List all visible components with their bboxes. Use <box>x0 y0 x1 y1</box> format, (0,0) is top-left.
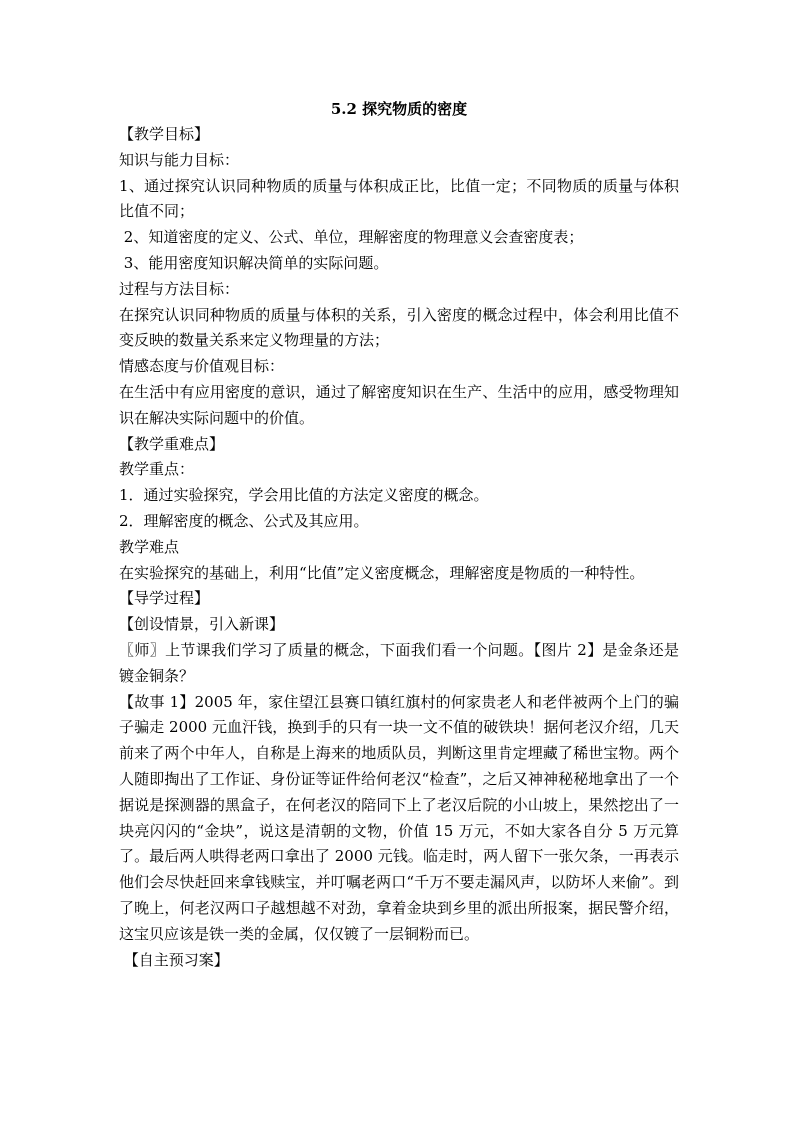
section-heading-key-difficult: 【教学重难点】 <box>119 434 225 453</box>
process-goal-label: 过程与方法目标： <box>119 279 240 298</box>
emotion-goal-label: 情感态度与价值观目标： <box>119 357 285 376</box>
knowledge-goal-label: 知识与能力目标： <box>119 150 240 169</box>
key-points-label: 教学重点： <box>119 460 195 479</box>
key-point-2: 2．理解密度的概念、公式及其应用。 <box>119 511 369 530</box>
story-text: 【故事 1】2005 年，家住望江县赛口镇红旗村的何家贵老人和老伴被两个上门的骗子骗走 2000 元血汗钱，换到手的只有一块一文不值的破铁块！据何老汉介绍，几天前来了两个中年人，自称是上海来的地质队员，判断这里肯定埋藏了稀世宝物。两个人随即掏出了工作证、身份证等证件给何老汉“检查”，之后又神神秘秘地拿出了一个据说是探测器的黑盒子，在何老汉的陪同下上了老汉后院的小山坡上，果然挖出了一块亮闪闪的“金块”，说这是清朝的文物，价值 15 万元，不如大家各自分 5 万元算了。最后两人哄得老两口拿出了 2000 元钱。临走时，两人留下一张欠条，一再表示他们会尽快赶回来拿钱赎宝，并叮嘱老两口“千万不要走漏风声，以防坏人来偷”。到了晚上，何老汉两口子越想越不对劲，拿着金块到乡里的派出所报案，据民警介绍，这宝贝应该是铁一类的金属，仅仅镀了一层铜粉而已。 <box>119 692 679 943</box>
document-title: 5.2 探究物质的密度 <box>330 100 468 118</box>
difficult-label: 教学难点 <box>119 537 180 556</box>
section-heading-teaching-goals: 【教学目标】 <box>119 125 210 143</box>
process-goal-text: 在探究认识同种物质的质量与体积的关系，引入密度的概念过程中，体会利用比值不变反映的数量关系来定义物理量的方法； <box>119 305 679 350</box>
section-heading-guide-process: 【导学过程】 <box>119 589 210 608</box>
emotion-goal-text: 在生活中有应用密度的意识，通过了解密度知识在生产、生活中的应用，感受物理知识在解决实际问题中的价值。 <box>119 382 679 427</box>
teacher-text: 〖师〗上节课我们学习了质量的概念，下面我们看一个问题。【图片 2】是金条还是镀金铜条？ <box>119 640 679 685</box>
knowledge-item-2: 2、知道密度的定义、公式、单位，理解密度的物理意义会查密度表； <box>119 228 584 247</box>
scene-intro-heading: 【创设情景，引入新课】 <box>119 615 285 634</box>
difficult-text: 在实验探究的基础上，利用“比值”定义密度概念，理解密度是物质的一种特性。 <box>119 563 645 582</box>
document-page <box>119 96 679 973</box>
key-point-1: 1．通过实验探究，学会用比值的方法定义密度的概念。 <box>119 486 489 505</box>
knowledge-item-3: 3、能用密度知识解决简单的实际问题。 <box>119 253 389 272</box>
knowledge-item-1: 1、通过探究认识同种物质的质量与体积成正比，比值一定；不同物质的质量与体积比值不同； <box>119 176 679 221</box>
section-heading-self-preview: 【自主预习案】 <box>119 950 229 969</box>
